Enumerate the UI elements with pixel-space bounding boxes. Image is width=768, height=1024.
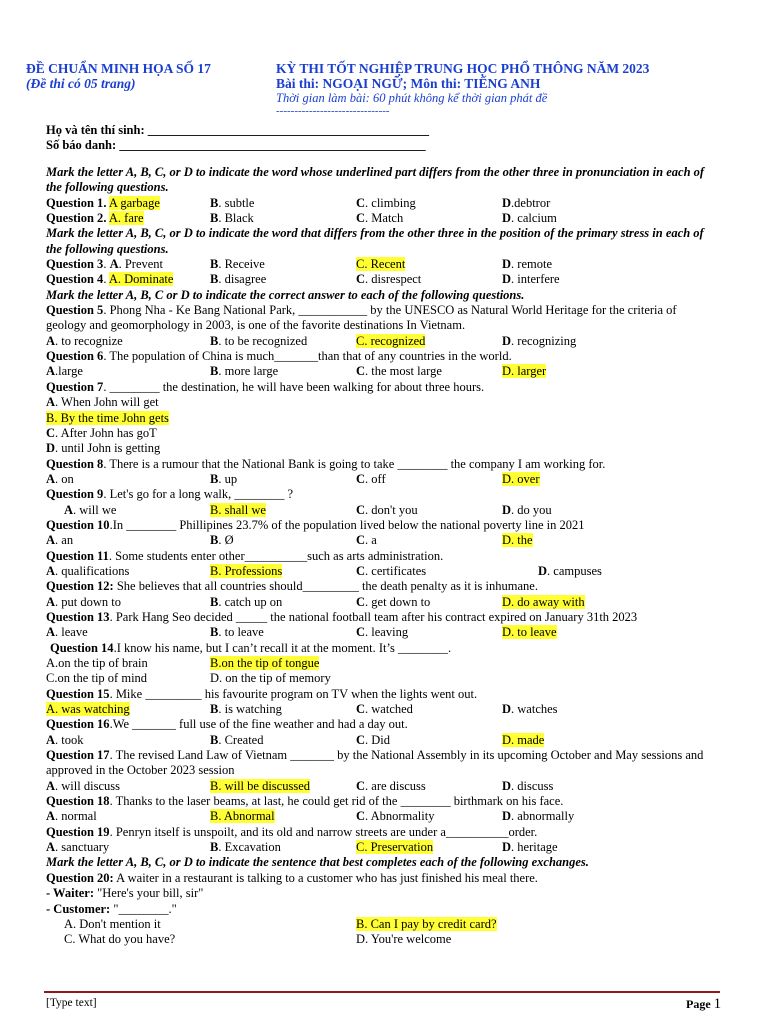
- option-letter: D: [502, 702, 512, 717]
- question-text: . There is a rumour that the National Bank is going to take ________ the company I am working for.: [103, 456, 606, 471]
- option-letter: D: [502, 272, 512, 287]
- answer-c: . Match: [365, 211, 404, 226]
- option-letter: D: [46, 441, 56, 456]
- option-letter: B: [210, 195, 219, 210]
- option-letter: A: [64, 502, 74, 517]
- answer-d: . do you: [511, 502, 552, 517]
- question-6-stem: [46, 349, 718, 364]
- option-letter: C: [356, 809, 366, 824]
- question-8-options: [46, 472, 718, 487]
- answer-d: D. to leave: [502, 625, 557, 640]
- question-16-stem: [46, 717, 718, 732]
- answer-c: . Did: [365, 732, 391, 747]
- option-letter: A: [46, 594, 56, 609]
- option-letter: A: [46, 840, 56, 855]
- answer-d: D. the: [502, 533, 533, 548]
- question-7-option-b: [46, 411, 718, 426]
- option-letter: D: [502, 195, 512, 210]
- answer-b: . more large: [218, 364, 279, 379]
- answer-b: . to leave: [218, 625, 264, 640]
- option-letter: A: [46, 809, 56, 824]
- question-17-options: [46, 779, 718, 794]
- answer-d: debtror: [514, 195, 551, 210]
- answer-d: D. made: [502, 732, 545, 747]
- question-12-stem: [46, 579, 718, 594]
- option-letter: C: [356, 778, 366, 793]
- id-label: Số báo danh:: [46, 138, 120, 152]
- option-letter: B: [210, 364, 219, 379]
- question-text: . Mike _________ his favourite program on TV when the lights went out.: [109, 686, 478, 701]
- answer-b: . up: [218, 471, 238, 486]
- header-left: [26, 61, 211, 91]
- name-label: Họ và tên thí sinh:: [46, 123, 148, 137]
- exam-title: KỲ THI TỐT NGHIỆP TRUNG HỌC PHỔ THÔNG NĂM 2023: [276, 61, 650, 76]
- answer-b: B.on the tip of tongue: [210, 656, 320, 670]
- question-14-options-cd: [46, 671, 718, 686]
- option-letter: D: [502, 809, 512, 824]
- question-label: Question 4: [46, 272, 104, 287]
- customer-text: "________.": [110, 901, 177, 916]
- customer-label: - Customer:: [46, 901, 111, 916]
- question-text: . ________ the destination, he will have been walking for about three hours.: [103, 379, 485, 394]
- question-text: .I know his name, but I can’t recall it at the moment. It’s ________.: [113, 640, 452, 655]
- answer-a: . an: [55, 533, 74, 548]
- header-divider: -------------------------------: [276, 105, 390, 117]
- question-label: Question 3: [46, 257, 104, 272]
- option-letter: D: [502, 778, 512, 793]
- exam-body: [46, 123, 718, 948]
- answer-a: . to recognize: [55, 333, 123, 348]
- question-label: Question 18: [46, 794, 110, 809]
- question-label: Question 12:: [46, 579, 114, 594]
- header-right: [276, 61, 649, 117]
- answer-d: D. do away with: [502, 594, 585, 609]
- name-blank: _____________________________________________: [147, 123, 430, 137]
- answer-c: . are discuss: [365, 778, 426, 793]
- question-label: Question 7: [46, 379, 104, 394]
- footer-left-text: [Type text]: [46, 997, 97, 1009]
- option-letter: B: [210, 272, 219, 287]
- answer-d: . calcium: [511, 211, 557, 226]
- option-letter: C: [356, 732, 366, 747]
- customer-line: [46, 902, 718, 917]
- question-5-stem: [46, 303, 718, 334]
- answer-a: . normal: [55, 809, 97, 824]
- option-letter: C: [356, 364, 366, 379]
- answer-c: C.on the tip of mind: [46, 671, 148, 686]
- answer-c: . disrespect: [365, 272, 422, 287]
- answer-a: . Prevent: [118, 257, 164, 272]
- question-text: . Thanks to the laser beams, at last, he could get rid of the ________ birthmark on his face.: [109, 794, 564, 809]
- answer-b: subtle: [224, 195, 255, 210]
- option-letter: C: [356, 563, 366, 578]
- page-num: 1: [713, 996, 722, 1012]
- answer-d: D. You're welcome: [356, 932, 452, 947]
- option-letter: D: [502, 333, 512, 348]
- question-text: . Some students enter other__________such as arts administration.: [108, 548, 444, 563]
- question-text: A waiter in a restaurant is talking to a customer who has just finished his meal there.: [113, 870, 538, 885]
- instruction-stress: Mark the letter A, B, C, or D to indicate the word that differs from the other three in the position of the primary stress in each of the following questions.: [46, 226, 704, 256]
- answer-b: B. Professions: [210, 563, 283, 578]
- option-letter: C: [356, 625, 366, 640]
- answer-d: . recognizing: [511, 333, 577, 348]
- option-letter: A: [46, 333, 56, 348]
- question-17-stem: [46, 748, 718, 779]
- question-label: Question 11: [46, 548, 109, 563]
- answer-a: A. fare: [108, 211, 144, 226]
- option-letter: B: [210, 533, 219, 548]
- question-14-stem: [46, 641, 718, 656]
- question-9-options: [46, 503, 718, 518]
- question-19-options: [46, 840, 718, 855]
- question-2: Question 2. A. fare B. Black C. Match D. calcium: [46, 211, 557, 226]
- option-letter: D: [502, 840, 512, 855]
- question-label: Question 8: [46, 456, 104, 471]
- answer-c: . Abnormality: [365, 809, 435, 824]
- question-19-stem: [46, 825, 718, 840]
- answer-a: . When John will get: [55, 395, 159, 410]
- option-letter: C: [356, 533, 366, 548]
- answer-b: . Excavation: [218, 840, 281, 855]
- option-letter: C: [356, 702, 366, 717]
- question-13-options: [46, 625, 718, 640]
- answer-b: B. By the time John gets: [46, 410, 169, 425]
- answer-d: . watches: [511, 702, 558, 717]
- answer-b: . Ø: [218, 533, 234, 548]
- question-label: Question 1: [46, 195, 104, 210]
- option-letter: A: [46, 732, 56, 747]
- answer-d: . abnormally: [511, 809, 575, 824]
- option-letter: B: [210, 333, 219, 348]
- option-letter: C: [356, 195, 366, 210]
- answer-d: . interfere: [511, 272, 560, 287]
- question-label: Question 13: [46, 609, 110, 624]
- question-label: Question 16: [46, 717, 110, 732]
- question-text: .In ________ Phillipines 23.7% of the population lived below the national poverty line in 2021: [109, 517, 585, 532]
- exam-code-title: ĐỀ CHUẨN MINH HỌA SỐ 17: [26, 61, 211, 76]
- option-letter: A: [46, 563, 56, 578]
- option-letter: C: [356, 272, 366, 287]
- option-letter: D: [538, 563, 548, 578]
- instruction-correct-answer: Mark the letter A, B, C or D to indicate the correct answer to each of the following questions.: [46, 287, 525, 302]
- question-6-options: [46, 364, 718, 379]
- question-text: . The revised Land Law of Vietnam _______ by the National Assembly in its upcoming October and May sessions and approved in the October 2023 session: [46, 748, 704, 778]
- answer-a: A. Dominate: [108, 272, 174, 287]
- question-8-stem: [46, 457, 718, 472]
- answer-a: . qualifications: [55, 563, 130, 578]
- page-count-note: (Đề thi có 05 trang): [26, 76, 136, 91]
- question-label: Question 6: [46, 349, 104, 364]
- option-letter: C: [356, 502, 366, 517]
- option-letter: B: [210, 594, 219, 609]
- page-number: [686, 996, 721, 1013]
- answer-c: climbing: [371, 195, 416, 210]
- question-text: . Let's go for a long walk, ________ ?: [103, 487, 294, 502]
- answer-b: B. Can I pay by credit card?: [356, 916, 497, 931]
- answer-d: D. on the tip of memory: [210, 671, 331, 686]
- question-7-option-a: [46, 395, 718, 410]
- answer-a: A garbage: [108, 195, 160, 210]
- option-letter: A: [46, 533, 56, 548]
- waiter-label: - Waiter:: [46, 886, 95, 901]
- answer-d: . until John is getting: [55, 441, 161, 456]
- option-letter: D: [502, 211, 512, 226]
- question-11-stem: [46, 549, 718, 564]
- answer-a: A. Don't mention it: [64, 916, 161, 931]
- question-7-stem: [46, 380, 718, 395]
- answer-d: D. over: [502, 471, 540, 486]
- question-label: Question 10: [46, 517, 110, 532]
- answer-c: . a: [365, 533, 377, 548]
- question-7-option-c: [46, 426, 718, 441]
- option-letter: D: [502, 257, 512, 272]
- answer-d: . remote: [511, 257, 552, 272]
- option-letter: B: [210, 211, 219, 226]
- question-3: Question 3. A. Prevent B. Receive C. Recent D. remote: [46, 257, 552, 272]
- answer-a: A. was watching: [46, 702, 130, 717]
- answer-d: D. larger: [502, 364, 547, 379]
- question-10-options: [46, 533, 718, 548]
- answer-c: . certificates: [365, 563, 427, 578]
- instruction-exchange: Mark the letter A, B, C, or D to indicate the sentence that best completes each of the following exchanges.: [46, 855, 589, 870]
- answer-d: . heritage: [511, 840, 558, 855]
- question-9-stem: [46, 487, 718, 502]
- answer-c: C. Preservation: [356, 840, 434, 855]
- answer-c: . off: [365, 471, 386, 486]
- answer-a: . will we: [73, 502, 117, 517]
- answer-b: . is watching: [218, 702, 282, 717]
- question-label: Question 17: [46, 748, 110, 763]
- option-letter: B: [210, 625, 219, 640]
- answer-c: . leaving: [365, 625, 409, 640]
- question-5-options: [46, 334, 718, 349]
- question-14-options-ab: [46, 656, 718, 671]
- answer-b: . Black: [218, 211, 254, 226]
- answer-c: C. recognized: [356, 333, 426, 348]
- answer-b: . disagree: [218, 272, 267, 287]
- answer-a: . sanctuary: [55, 840, 110, 855]
- answer-a: . on: [55, 471, 74, 486]
- answer-a: . will discuss: [55, 778, 120, 793]
- question-11-options: [46, 564, 718, 579]
- question-label: Question 2: [46, 211, 104, 226]
- answer-b: B. will be discussed: [210, 778, 310, 793]
- question-10-stem: [46, 518, 718, 533]
- question-1: Question 1. A garbage B. subtle C. climbing D.debtror: [46, 195, 551, 210]
- footer-rule: [44, 991, 720, 993]
- option-letter: B: [210, 702, 219, 717]
- question-20-options-ab: [46, 917, 718, 932]
- candidate-id-line: [46, 138, 718, 165]
- instruction-pronunciation: Mark the letter A, B, C, or D to indicate the word whose underlined part differs from the other three in pronunciation in each of the following questions.: [46, 165, 705, 195]
- option-letter: A: [46, 395, 56, 410]
- answer-d: . discuss: [511, 778, 554, 793]
- question-13-stem: [46, 610, 718, 625]
- question-18-options: [46, 809, 718, 824]
- answer-b: B. shall we: [210, 502, 266, 517]
- question-label: Question 19: [46, 824, 110, 839]
- question-12-options: [46, 595, 718, 610]
- option-letter: C: [356, 594, 366, 609]
- question-20-options-cd: [46, 932, 718, 947]
- answer-c: . the most large: [365, 364, 442, 379]
- option-letter: C: [356, 471, 366, 486]
- option-letter: A: [46, 471, 56, 486]
- answer-c: . watched: [365, 702, 413, 717]
- question-label: Question 9: [46, 487, 104, 502]
- question-text: . The population of China is much_______than that of any countries in the world.: [103, 349, 512, 364]
- option-letter: A: [46, 778, 56, 793]
- question-label: Question 5: [46, 303, 104, 318]
- answer-c: C. Recent: [356, 257, 406, 272]
- answer-c: . get down to: [365, 594, 431, 609]
- option-letter: A: [109, 257, 119, 272]
- answer-b: . to be recognized: [218, 333, 308, 348]
- answer-a: . put down to: [55, 594, 122, 609]
- question-text: . Phong Nha - Ke Bang National Park, ___________ by the UNESCO as Natural World Heritage for the criteria of geology and geomorphology in 2003, is one of the favorite destinations In Vietnam.: [46, 303, 677, 333]
- answer-a: A.on the tip of brain: [46, 656, 148, 670]
- question-label: Question 20:: [46, 870, 114, 885]
- question-15-stem: [46, 687, 718, 702]
- question-text: .We _______ full use of the fine weather and had a day out.: [109, 717, 408, 732]
- question-20-stem: [46, 871, 718, 886]
- waiter-text: "Here's your bill, sir": [94, 886, 204, 901]
- answer-d: . campuses: [547, 563, 602, 578]
- option-letter: A: [46, 625, 56, 640]
- answer-a: .large: [55, 364, 83, 379]
- id-blank: _________________________________________________: [119, 138, 426, 152]
- answer-c: . don't you: [365, 502, 418, 517]
- waiter-line: [46, 886, 718, 901]
- time-note: Thời gian làm bài: 60 phút không kể thời gian phát đề: [276, 91, 548, 105]
- option-letter: C: [356, 211, 366, 226]
- answer-b: . Created: [218, 732, 264, 747]
- page-label: Page: [686, 997, 714, 1011]
- subject-line: Bài thi: NGOẠI NGỮ; Môn thi: TIẾNG ANH: [276, 76, 541, 91]
- question-7-option-d: [46, 441, 718, 456]
- answer-b: . Receive: [218, 257, 265, 272]
- question-text: . Penryn itself is unspoilt, and its old and narrow streets are under a__________order.: [109, 824, 538, 839]
- option-letter: A: [46, 364, 56, 379]
- question-label: Question 14: [50, 640, 114, 655]
- question-18-stem: [46, 794, 718, 809]
- option-letter: B: [210, 732, 219, 747]
- question-label: Question 15: [46, 686, 110, 701]
- option-letter: B: [210, 471, 219, 486]
- option-letter: B: [210, 257, 219, 272]
- option-letter: C: [46, 425, 56, 440]
- question-15-options: [46, 702, 718, 717]
- candidate-name-line: [46, 123, 718, 138]
- answer-c: C. What do you have?: [64, 932, 176, 947]
- answer-a: . leave: [55, 625, 88, 640]
- answer-b: . catch up on: [218, 594, 283, 609]
- question-4: Question 4. A. Dominate B. disagree C. disrespect D. interfere: [46, 272, 560, 287]
- answer-b: B. Abnormal: [210, 809, 275, 824]
- question-16-options: [46, 733, 718, 748]
- option-letter: D: [502, 502, 512, 517]
- option-letter: B: [210, 840, 219, 855]
- question-text: She believes that all countries should_________ the death penalty as it is inhumane.: [113, 579, 538, 594]
- question-text: . Park Hang Seo decided _____ the national football team after his contract expired on January 31th 2023: [109, 609, 638, 624]
- answer-a: . took: [55, 732, 84, 747]
- answer-c: . After John has goT: [55, 425, 157, 440]
